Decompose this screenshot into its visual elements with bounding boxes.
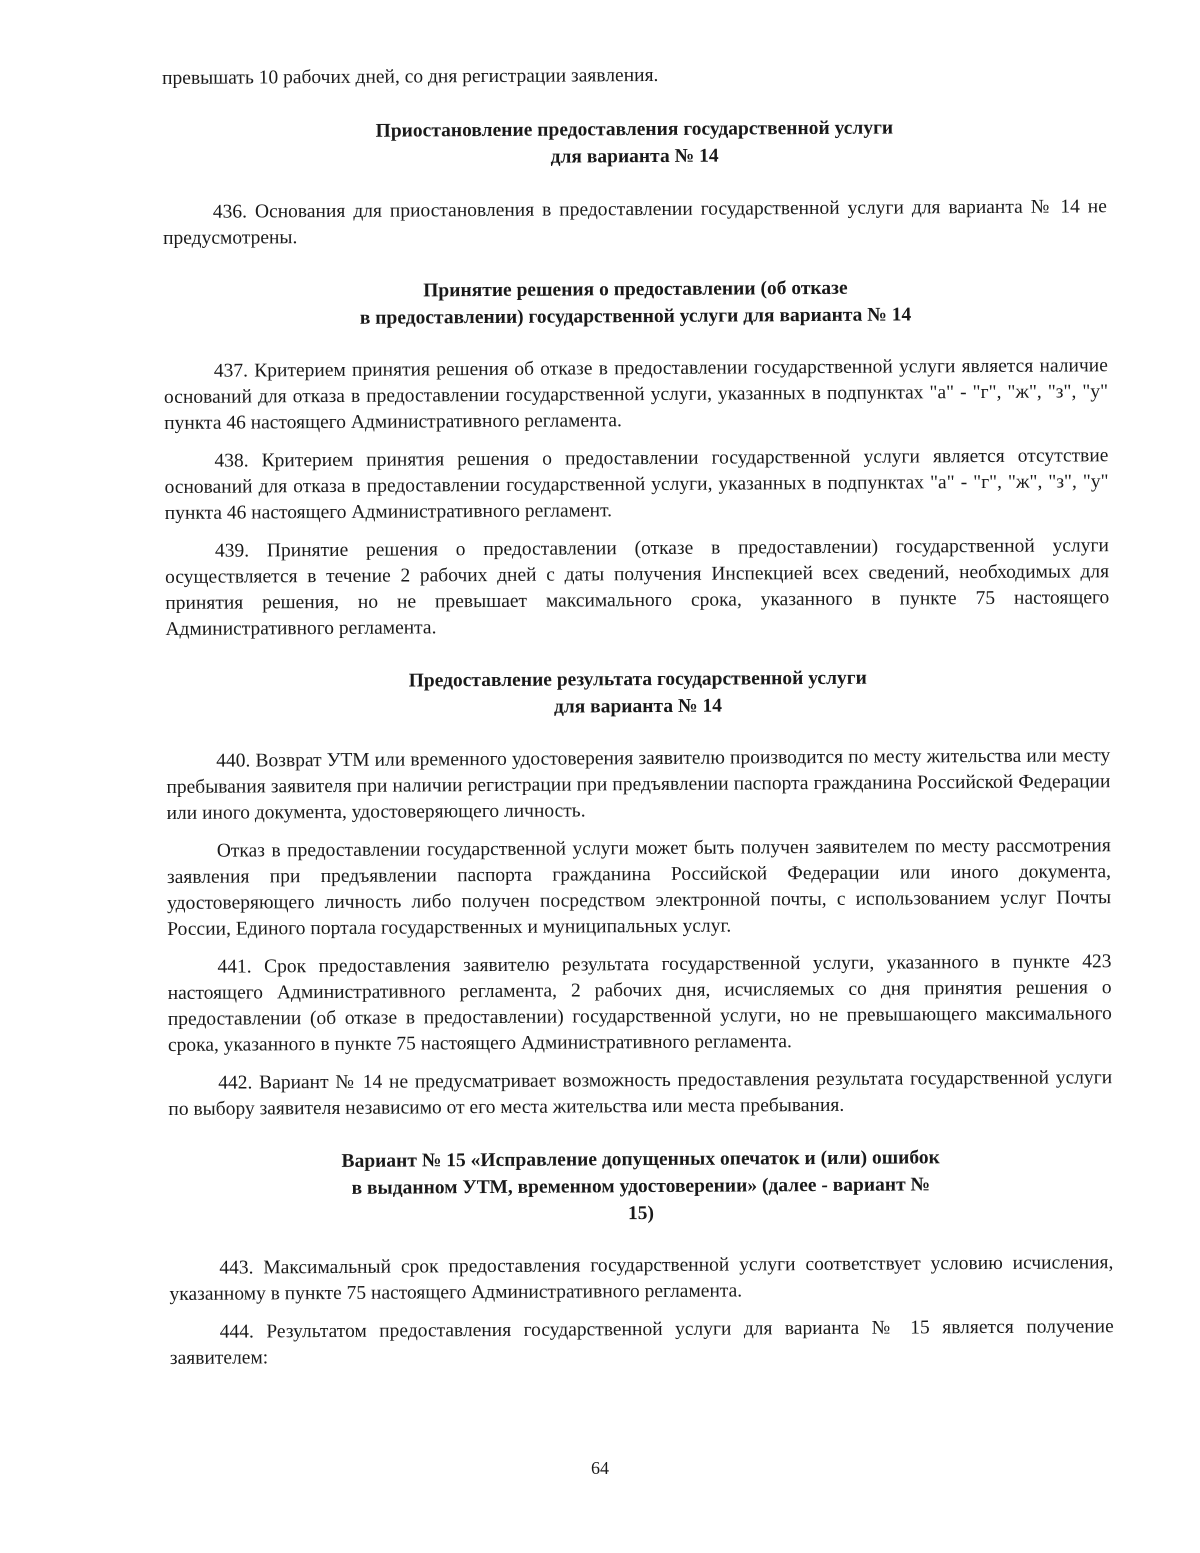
heading-line: Предоставление результата государственной услуги	[408, 667, 867, 692]
paragraph-440: 440. Возврат УТМ или временного удостоверения заявителю производится по месту жительства или месту пребывания заявителя при наличии регистрации при предъявлении паспорта гражданина Российской Федерации или иного документа, удостоверяющего личность.	[166, 745, 1111, 824]
paragraph-441: 441. Срок предоставления заявителю результата государственной услуги, указанного в пункте 423 настоящего Административного регламента, 2 рабочих дня, исчисляемых со дня принятия решения о предоставлении (об отказе в предоставлении) государственной услуги, но не превышающего максимального срока, указанного в пункте 75 настоящего Административного регламента.	[167, 951, 1112, 1056]
page-number: 64	[591, 1458, 609, 1478]
heading-variant-15	[169, 1143, 1113, 1230]
paragraph-437: 437. Критерием принятия решения об отказе в предоставлении государственной услуги является наличие оснований для отказа в предоставлении государственной услуги, указанных в подпунктах "а" - "г", "ж", "з", "у" пункта 46 настоящего Административного регламента.	[163, 355, 1109, 434]
paragraph-438: 438. Критерием принятия решения о предоставлении государственной услуги является отсутствие оснований для отказа в предоставлении государственной услуги, указанных в подпунктах "а" - "г", "ж", "з", "у" пункта 46 настоящего Административного регламент.	[164, 445, 1109, 524]
heading-line: 15)	[627, 1203, 655, 1225]
paragraph-439: 439. Принятие решения о предоставлении (отказе в предоставлении) государственной услуги осуществляется в течение 2 рабочих дней с даты получения Инспекцией всех сведений, необходимых для принятия решения, но не превышает максимального срока, указанного в пункте 75 настоящего Административного регламента.	[165, 535, 1110, 640]
heading-decision	[163, 273, 1107, 333]
document-page	[162, 60, 1114, 1372]
heading-suspension	[162, 113, 1106, 173]
heading-line: для варианта № 14	[550, 145, 719, 168]
heading-line: Вариант № 15 «Исправление допущенных опечаток и (или) ошибок	[341, 1147, 940, 1172]
paragraph-436: 436. Основания для приостановления в предоставлении государственной услуги для варианта № 14 не предусмотрены.	[162, 196, 1107, 249]
paragraph-442: 442. Вариант № 14 не предусматривает возможность предоставления результата государственной услуги по выбору заявителя независимо от его места жительства или места пребывания.	[168, 1067, 1113, 1120]
heading-line: в предоставлении) государственной услуги для варианта № 14	[359, 304, 912, 329]
paragraph-440-refusal: Отказ в предоставлении государственной услуги может быть получен заявителем по месту рассмотрения заявления при предъявлении паспорта гражданина Российской Федерации или иного документа, удостоверяющего личность либо получен посредством электронной почты, с использованием услуг Почты России, Единого портала государственных и муниципальных услуг.	[166, 835, 1112, 940]
heading-line: Приостановление предоставления государственной услуги	[375, 117, 894, 142]
paragraph-443: 443. Максимальный срок предоставления государственной услуги соответствует условию исчисления, указанному в пункте 75 настоящего Административного регламента.	[169, 1252, 1114, 1305]
heading-line: в выданном УТМ, временном удостоверении» (далее - вариант №	[351, 1174, 931, 1199]
heading-result	[166, 663, 1110, 723]
paragraph-continuation: превышать 10 рабочих дней, со дня регистрации заявления.	[162, 64, 659, 89]
paragraph-444: 444. Результатом предоставления государственной услуги для варианта № 15 является получение заявителем:	[169, 1316, 1114, 1369]
heading-line: для варианта № 14	[553, 695, 722, 718]
heading-line: Принятие решения о предоставлении (об отказе	[423, 277, 848, 302]
